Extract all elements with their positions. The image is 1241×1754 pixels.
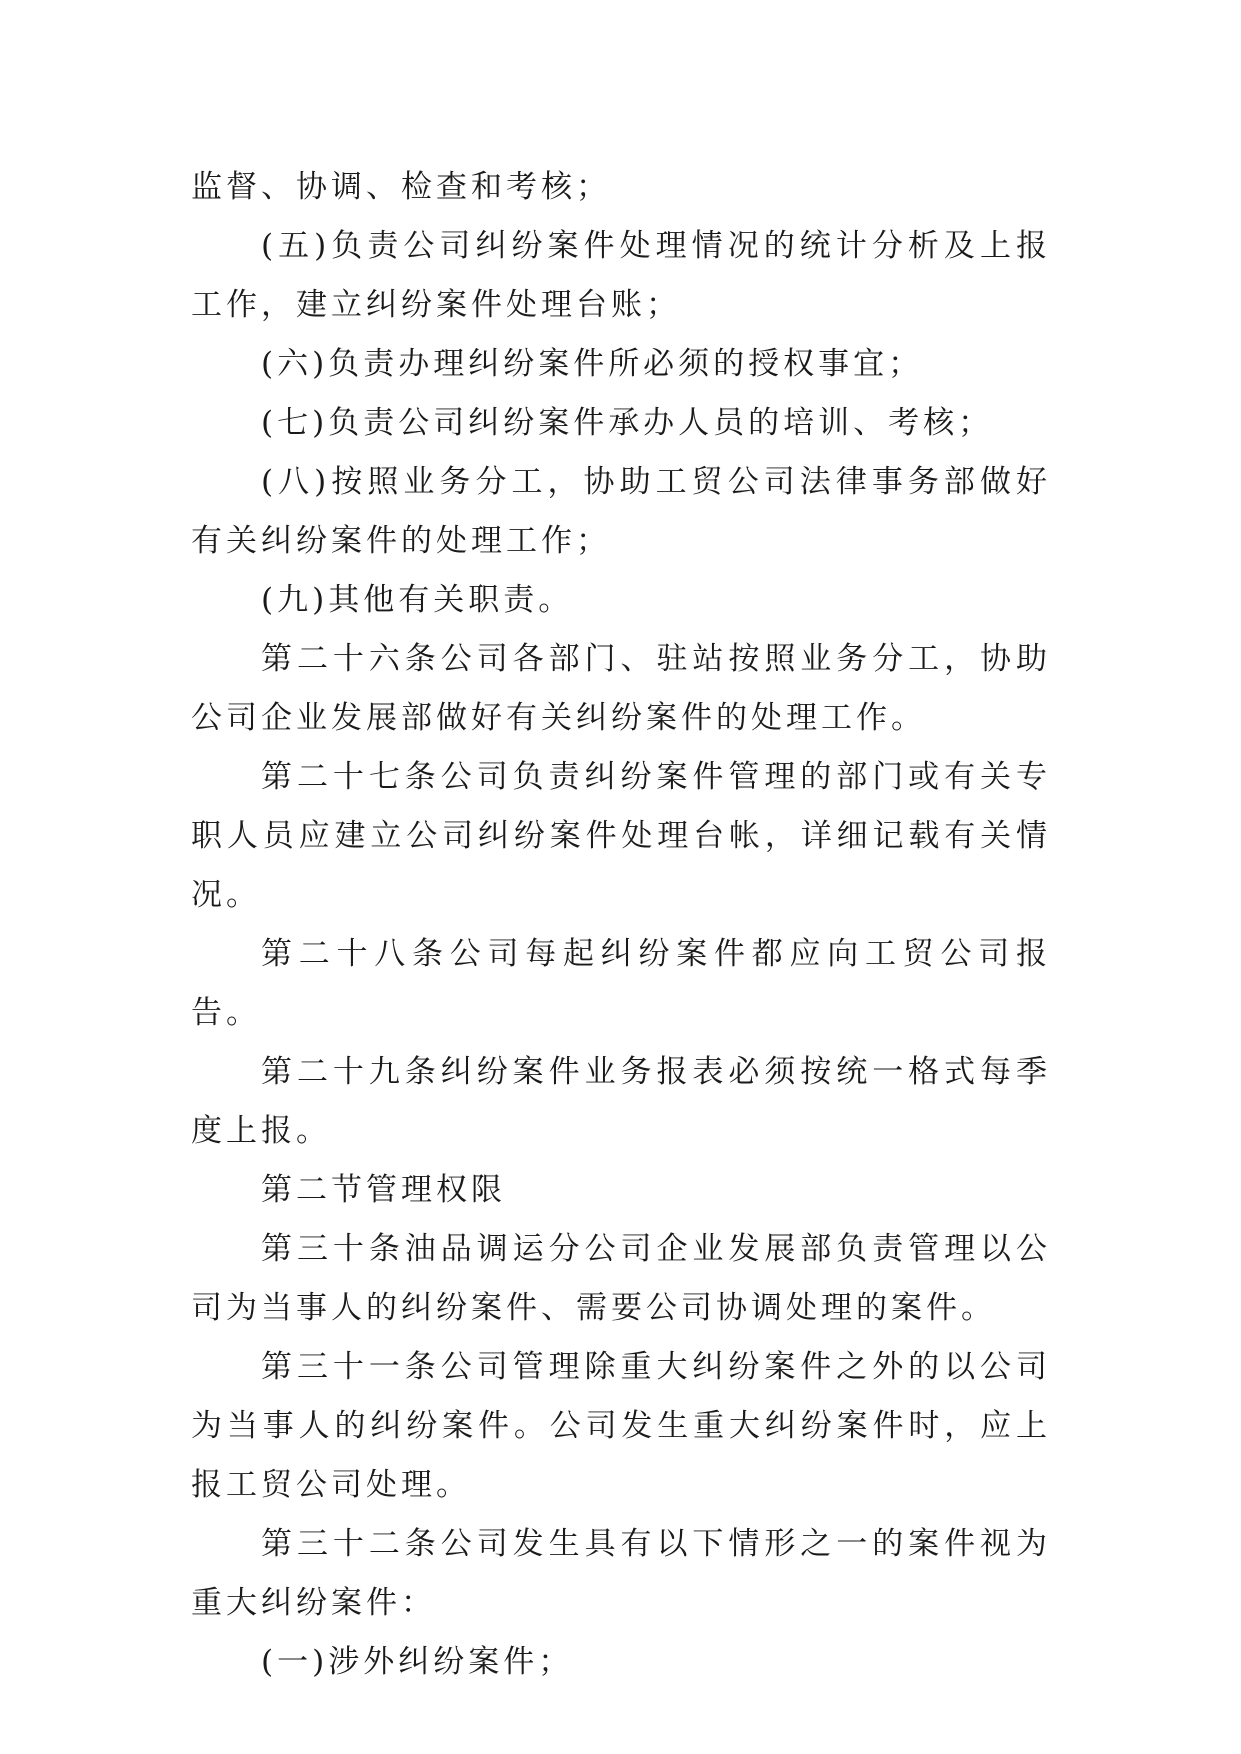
article-31: 第三十一条公司管理除重大纠纷案件之外的以公司为当事人的纠纷案件。公司发生重大纠纷案件时，应上报工贸公司处理。 — [191, 1349, 1051, 1503]
paragraph-item-9: (九)其他有关职责。 — [261, 582, 574, 618]
section-heading: 第二节管理权限 — [261, 1172, 506, 1208]
paragraph-continuation: 监督、协调、检查和考核； — [191, 169, 611, 205]
paragraph-item-8: (八)按照业务分工，协助工贸公司法律事务部做好有关纠纷案件的处理工作； — [191, 464, 1051, 559]
article-29: 第二十九条纠纷案件业务报表必须按统一格式每季度上报。 — [191, 1054, 1051, 1149]
paragraph-item-6: (六)负责办理纠纷案件所必须的授权事宜； — [261, 346, 924, 382]
article-27: 第二十七条公司负责纠纷案件管理的部门或有关专职人员应建立公司纠纷案件处理台帐，详细记载有关情况。 — [191, 759, 1051, 913]
article-28: 第二十八条公司每起纠纷案件都应向工贸公司报告。 — [191, 936, 1051, 1031]
paragraph-item-7: (七)负责公司纠纷案件承办人员的培训、考核； — [261, 405, 994, 441]
article-32: 第三十二条公司发生具有以下情形之一的案件视为重大纠纷案件： — [191, 1526, 1051, 1621]
paragraph-item-5: (五)负责公司纠纷案件处理情况的统计分析及上报工作，建立纠纷案件处理台账； — [191, 228, 1051, 323]
document-body — [191, 158, 1051, 1692]
paragraph-item-1: (一)涉外纠纷案件； — [261, 1644, 574, 1680]
article-26: 第二十六条公司各部门、驻站按照业务分工，协助公司企业发展部做好有关纠纷案件的处理工作。 — [191, 641, 1051, 736]
article-30: 第三十条油品调运分公司企业发展部负责管理以公司为当事人的纠纷案件、需要公司协调处理的案件。 — [191, 1231, 1051, 1326]
